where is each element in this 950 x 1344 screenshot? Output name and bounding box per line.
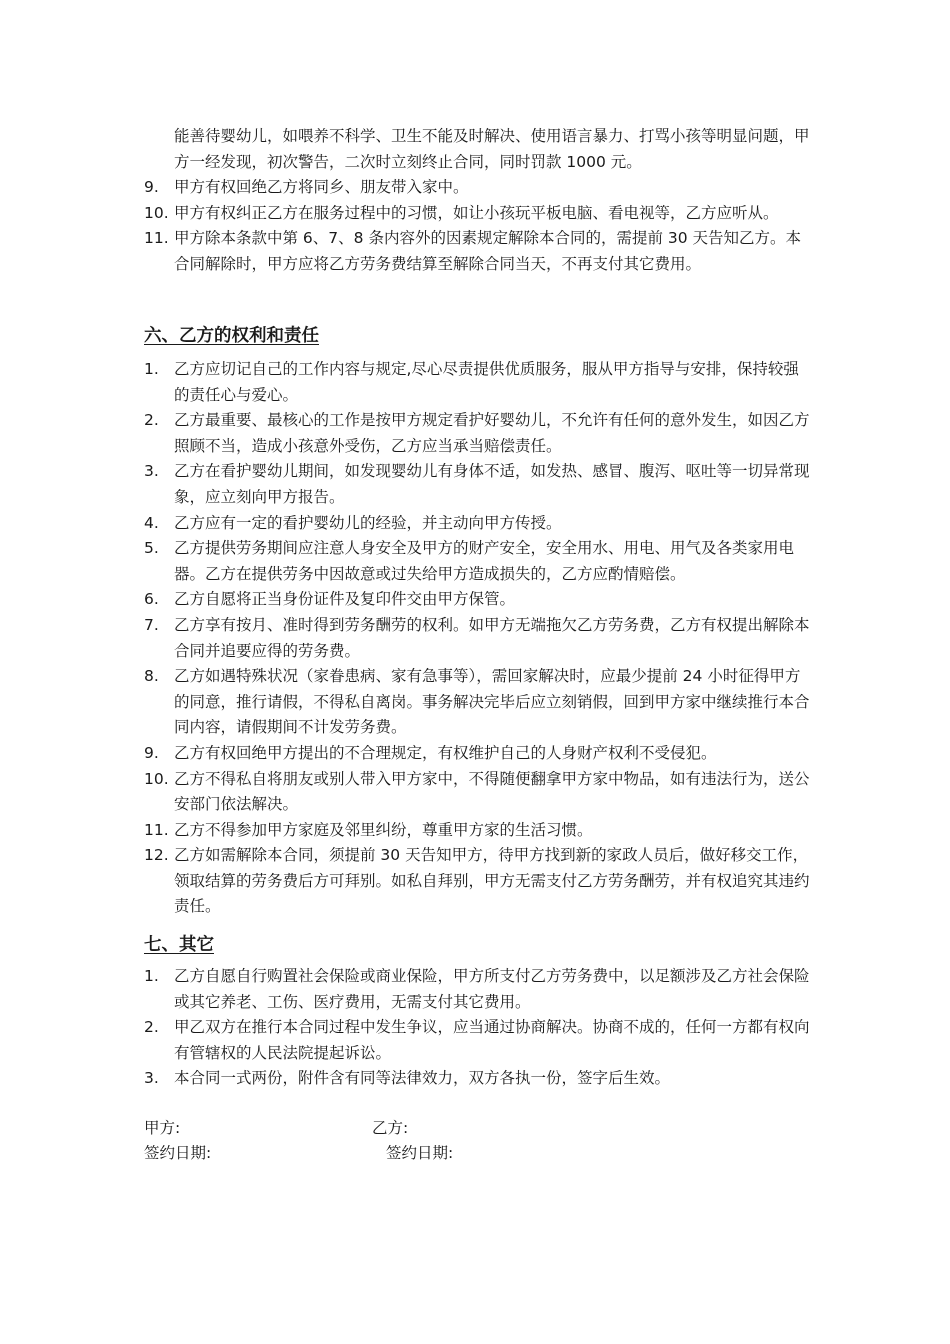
party-b-label: 乙方: (372, 1119, 409, 1137)
item-number: 6. (144, 590, 159, 609)
list-item (144, 408, 810, 459)
list-item (144, 459, 810, 510)
list-item (144, 587, 810, 613)
list-item (144, 964, 810, 1015)
item-text: 乙方提供劳务期间应注意人身安全及甲方的财产安全，安全用水、用电、用气及各类家用电器。乙方在提供劳务中因故意或过失给甲方造成损失的，乙方应酌情赔偿。 (174, 539, 795, 583)
item-text: 乙方在看护婴幼儿期间，如发现婴幼儿有身体不适，如发热、感冒、腹泻、呕吐等一切异常现象，应立刻向甲方报告。 (174, 462, 810, 506)
section6-list (144, 357, 810, 920)
item-number: 10. (144, 769, 169, 788)
item-number: 1. (144, 967, 159, 985)
list-item (144, 1015, 810, 1066)
item-number: 9. (144, 178, 159, 197)
item-number: 12. (144, 846, 169, 865)
list-item (144, 741, 810, 767)
list-item (144, 767, 810, 818)
item-text: 乙方应有一定的看护婴幼儿的经验，并主动向甲方传授。 (174, 513, 562, 532)
item-text: 乙方应切记自己的工作内容与规定,尽心尽责提供优质服务，服从甲方指导与安排，保持较强的责任心与爱心。 (174, 360, 799, 404)
item-number: 11. (144, 229, 169, 248)
party-a-label: 甲方: (144, 1119, 181, 1137)
item-number: 11. (144, 820, 169, 839)
item-number: 5. (144, 539, 159, 558)
item-text: 乙方如遇特殊状况（家眷患病、家有急事等），需回家解决时，应最少提前 24 小时征得甲方的同意，推行请假，不得私自离岗。事务解决完毕后应立刻销假，回到甲方家中继续推行本合同内容，请假期间不计发劳务费。 (174, 667, 810, 737)
item-text: 本合同一式两份，附件含有同等法律效力，双方各执一份，签字后生效。 (174, 1069, 671, 1088)
item-text: 甲方有权回绝乙方将同乡、朋友带入家中。 (174, 178, 469, 197)
list-item (144, 664, 810, 741)
list-item (144, 511, 810, 537)
list-item (144, 357, 810, 408)
list-item (144, 201, 810, 227)
section-heading: 六、乙方的权利和责任 (144, 326, 319, 346)
section-heading: 七、其它 (144, 935, 214, 955)
item-number: 2. (144, 411, 159, 430)
item-number: 2. (144, 1018, 159, 1037)
list-item (144, 226, 810, 277)
item-text: 乙方享有按月、准时得到劳务酬劳的权利。如甲方无端拖欠乙方劳务费，乙方有权提出解除本合同并追要应得的劳务费。 (174, 615, 810, 660)
item-text: 乙方有权回绝甲方提出的不合理规定，有权维护自己的人身财产权利不受侵犯。 (174, 743, 717, 762)
item-number: 8. (144, 667, 159, 686)
list-item (144, 1066, 810, 1092)
prev-section-list (144, 124, 810, 278)
item-number: 7. (144, 615, 159, 634)
item-number: 1. (144, 360, 159, 378)
item-number: 3. (144, 462, 159, 481)
item-text: 乙方自愿将正当身份证件及复印件交由甲方保管。 (174, 590, 516, 609)
item-text: 甲乙双方在推行本合同过程中发生争议，应当通过协商解决。协商不成的，任何一方都有权向有管辖权的人民法院提起诉讼。 (174, 1018, 810, 1062)
continuation-text: 能善待婴幼儿，如喂养不科学、卫生不能及时解决、使用语言暴力、打骂小孩等明显问题，甲方一经发现，初次警告，二次时立刻终止合同，同时罚款 1000 元。 (174, 127, 810, 171)
item-text: 乙方不得私自将朋友或别人带入甲方家中，不得随便翻拿甲方家中物品，如有违法行为，送公安部门依法解决。 (174, 769, 810, 814)
list-item (144, 175, 810, 201)
item-number: 10. (144, 203, 169, 222)
list-item (144, 818, 810, 844)
item-text: 乙方自愿自行购置社会保险或商业保险，甲方所支付乙方劳务费中，以足额涉及乙方社会保险或其它养老、工伤、医疗费用，无需支付其它费用。 (174, 967, 810, 1011)
section7-list (144, 964, 810, 1092)
item-text: 乙方最重要、最核心的工作是按甲方规定看护好婴幼儿，不允许有任何的意外发生，如因乙方照顾不当，造成小孩意外受伤，乙方应当承当赔偿责任。 (174, 411, 810, 455)
item-text: 甲方除本条款中第 6、7、8 条内容外的因素规定解除本合同的，需提前 30 天告知乙方。本合同解除时，甲方应将乙方劳务费结算至解除合同当天，不再支付其它费用。 (174, 229, 802, 273)
item-number: 4. (144, 513, 159, 532)
list-item (144, 613, 810, 664)
item-text: 乙方不得参加甲方家庭及邻里纠纷，尊重甲方家的生活习惯。 (174, 820, 593, 839)
item-text: 乙方如需解除本合同，须提前 30 天告知甲方，待甲方找到新的家政人员后，做好移交工作，领取结算的劳务费后方可拜别。如私自拜别，甲方无需支付乙方劳务酬劳，并有权追究其违约责任。 (174, 846, 810, 916)
item-number: 3. (144, 1069, 159, 1088)
party-a-date-label: 签约日期: (144, 1144, 212, 1162)
item-number: 9. (144, 743, 159, 762)
party-b-date-label: 签约日期: (386, 1144, 454, 1162)
list-item (144, 843, 810, 920)
list-item (144, 536, 810, 587)
item-text: 甲方有权纠正乙方在服务过程中的习惯，如让小孩玩平板电脑、看电视等，乙方应听从。 (174, 203, 779, 222)
